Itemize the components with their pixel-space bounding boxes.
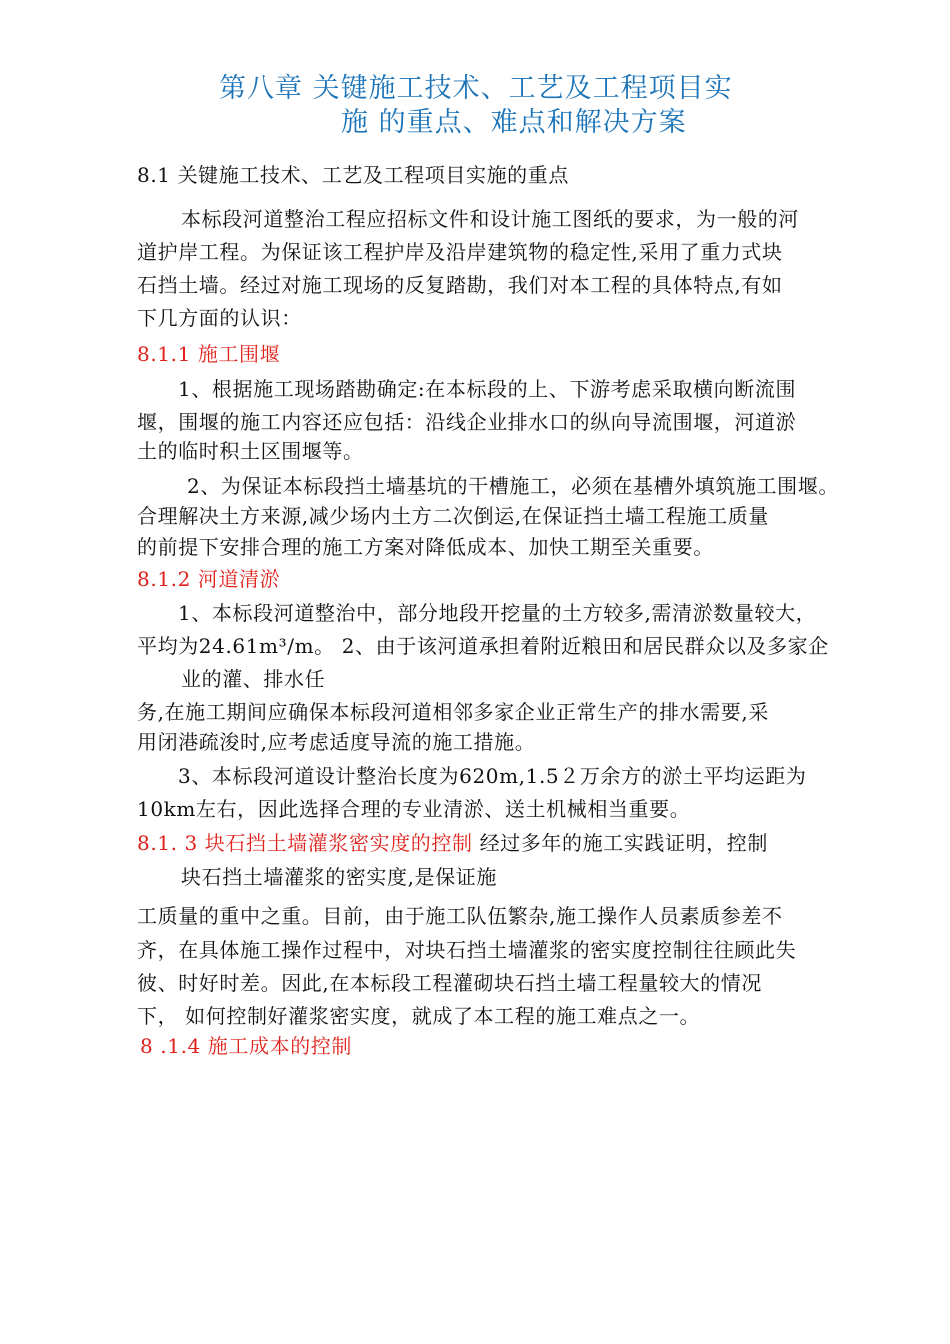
paragraph-line: 工质量的重中之重。目前，由于施工队伍繁杂,施工操作人员素质参差不 xyxy=(137,904,783,928)
chapter-title-line-1: 第八章 关键施工技术、工艺及工程项目实 xyxy=(219,73,733,104)
paragraph-line: 本标段河道整治工程应招标文件和设计施工图纸的要求，为一般的河 xyxy=(181,207,799,231)
paragraph-text: 经过多年的施工实践证明，控制 xyxy=(472,831,768,855)
paragraph-line: 石挡土墙。经过对施工现场的反复踏勘，我们对本工程的具体特点,有如 xyxy=(137,273,783,297)
paragraph-line: 堰，围堰的施工内容还应包括：沿线企业排水口的纵向导流围堰，河道淤 xyxy=(137,410,797,434)
paragraph-line: 道护岸工程。为保证该工程护岸及沿岸建筑物的稳定性,采用了重力式块 xyxy=(137,240,783,264)
chapter-title-line-2: 施 的重点、难点和解决方案 xyxy=(341,107,687,138)
paragraph-line: 平均为24.61m³/m。 2、由于该河道承担着附近粮田和居民群众以及多家企 xyxy=(137,634,829,658)
paragraph-line: 10km左右，因此选择合理的专业清淤、送土机械相当重要。 xyxy=(137,797,691,821)
paragraph-line: 业的灌、排水任 xyxy=(181,667,326,691)
paragraph-line: 下几方面的认识： xyxy=(137,306,302,330)
section-heading: 8.1 关键施工技术、工艺及工程项目实施的重点 xyxy=(137,163,569,187)
paragraph-line: 2、为保证本标段挡土墙基坑的干槽施工，必须在基槽外填筑施工围堰。 xyxy=(187,474,839,498)
paragraph-line: 3、本标段河道设计整治长度为620m,1.5２万余方的淤土平均运距为 xyxy=(178,764,807,788)
subsection-heading-811: 8.1.1 施工围堰 xyxy=(137,342,281,366)
subsection-heading-812: 8.1.2 河道清淤 xyxy=(137,567,281,591)
subsection-heading-813-line xyxy=(137,827,768,856)
subsection-heading-813: 8.1. 3 块石挡土墙灌浆密实度的控制 xyxy=(137,831,473,855)
paragraph-line: 合理解决土方来源,减少场内土方二次倒运,在保证挡土墙工程施工质量 xyxy=(137,504,769,528)
paragraph-line: 齐，在具体施工操作过程中，对块石挡土墙灌浆的密实度控制往往顾此失 xyxy=(137,938,797,962)
paragraph-line: 1、根据施工现场踏勘确定:在本标段的上、下游考虑采取横向断流围 xyxy=(178,377,797,401)
subsection-heading-814: 8 .1.4 施工成本的控制 xyxy=(140,1034,353,1058)
paragraph-line: 土的临时积土区围堰等。 xyxy=(137,439,364,463)
paragraph-line: 彼、时好时差。因此,在本标段工程灌砌块石挡土墙工程量较大的情况 xyxy=(137,971,762,995)
paragraph-line: 的前提下安排合理的施工方案对降低成本、加快工期至关重要。 xyxy=(137,535,714,559)
paragraph-line: 块石挡土墙灌浆的密实度,是保证施 xyxy=(181,865,497,889)
paragraph-line: 用闭港疏浚时,应考虑适度导流的施工措施。 xyxy=(137,730,536,754)
paragraph-line: 1、本标段河道整治中，部分地段开挖量的土方较多,需清淤数量较大， xyxy=(178,601,817,625)
paragraph-line: 下， 如何控制好灌浆密实度，就成了本工程的施工难点之一。 xyxy=(137,1004,701,1028)
paragraph-line: 务,在施工期间应确保本标段河道相邻多家企业正常生产的排水需要,采 xyxy=(137,700,769,724)
